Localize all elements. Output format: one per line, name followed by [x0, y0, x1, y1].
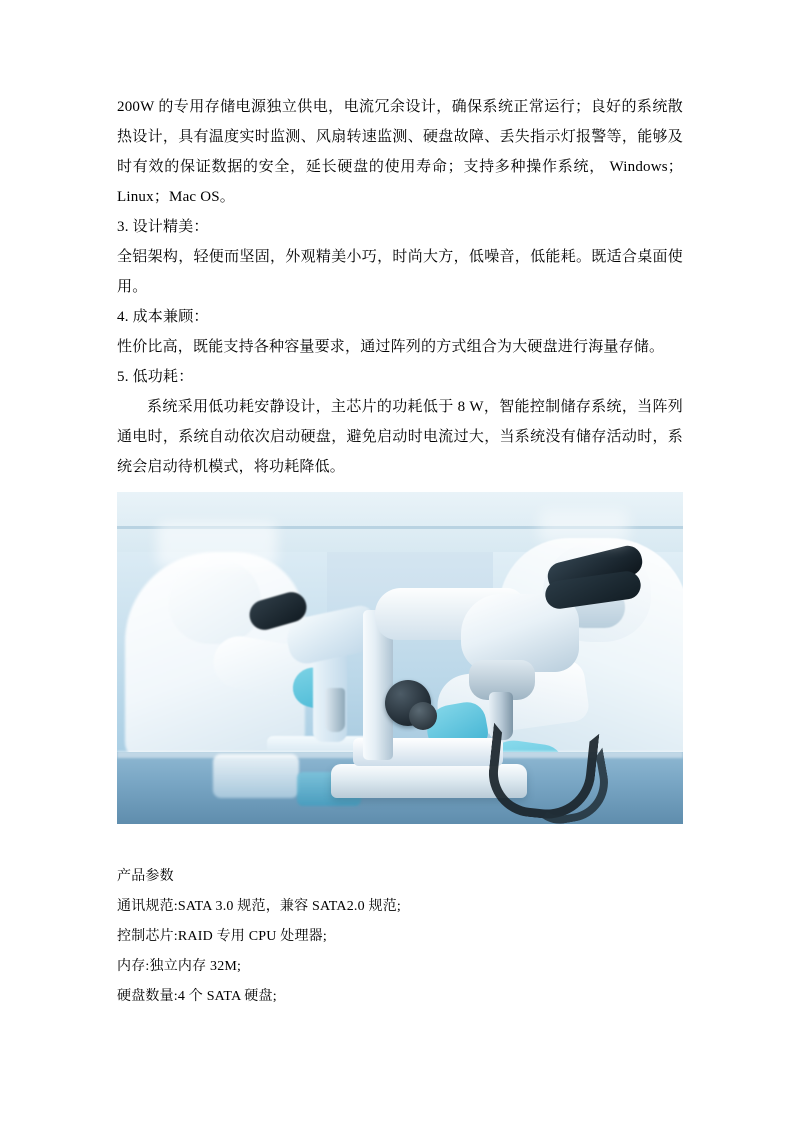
bench-equipment-a	[213, 754, 299, 798]
spec-item-memory: 内存:独立内存 32M;	[117, 959, 242, 974]
document-body	[117, 92, 683, 1012]
product-spec-section	[117, 862, 683, 1012]
paragraph-power-supply: 200W 的专用存储电源独立供电，电流冗余设计，确保系统正常运行；良好的系统散热设计，具有温度实时监测、风扇转速监测、硬盘故障、丢失指示灯报警等，能够及时有效的保证数据的安全，延长硬盘的使用寿命；支持多种操作系统， Windows；Linux；Mac OS。	[117, 99, 683, 205]
paragraph-heading-cost: 4. 成本兼顾：	[117, 309, 209, 325]
lab-technicians-microscope-photo	[117, 492, 683, 824]
spec-item-controller: 控制芯片:RAID 专用 CPU 处理器;	[117, 929, 327, 944]
spec-item-drive-count: 硬盘数量:4 个 SATA 硬盘;	[117, 989, 277, 1004]
microscope-fine-focus-knob	[409, 702, 437, 730]
figure-container	[117, 492, 683, 824]
microscope-left-objective	[325, 688, 345, 732]
photo-glare-right	[539, 510, 629, 544]
paragraph-power-detail: 系统采用低功耗安静设计，主芯片的功耗低于 8 W，智能控制储存系统，当阵列通电时，系统自动依次启动硬盘，避免启动时电流过大，当系统没有储存活动时，系统会启动待机模式，将功耗降低。	[117, 399, 683, 475]
photo-glare-left	[157, 522, 277, 568]
spec-item-interface: 通讯规范:SATA 3.0 规范，兼容 SATA2.0 规范;	[117, 899, 401, 914]
paragraph-heading-design: 3. 设计精美：	[117, 219, 209, 235]
paragraph-heading-power: 5. 低功耗：	[117, 369, 194, 385]
paragraph-design-detail: 全铝架构，轻便而坚固，外观精美小巧，时尚大方，低噪音，低能耗。既适合桌面使用。	[117, 249, 683, 295]
paragraph-cost-detail: 性价比高，既能支持各种容量要求，通过阵列的方式组合为大硬盘进行海量存储。	[117, 339, 665, 355]
spec-heading: 产品参数	[117, 869, 174, 884]
technician-left-hood	[169, 558, 261, 644]
